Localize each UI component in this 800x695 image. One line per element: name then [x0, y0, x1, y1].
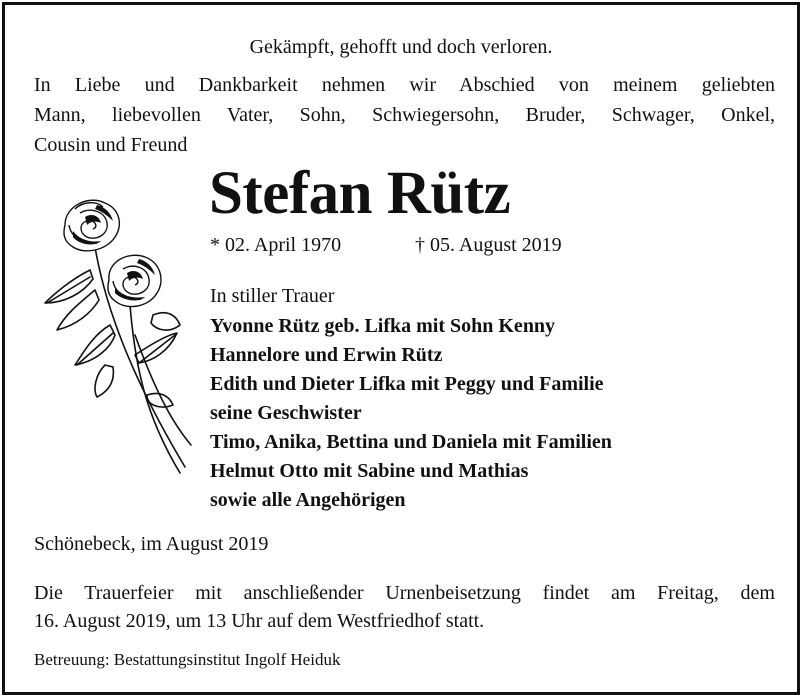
death-date: † 05. August 2019 [415, 234, 562, 256]
intro-line: In Liebe und Dankbarkeit nehmen wir Abschied von meinem geliebten [34, 74, 775, 96]
intro-line: Cousin und Freund [34, 134, 188, 156]
deceased-name: Stefan Rütz [209, 160, 511, 227]
mourning-heading: In stiller Trauer [210, 285, 335, 307]
place-date: Schönebeck, im August 2019 [34, 533, 269, 555]
mourner-line: seine Geschwister [210, 402, 362, 424]
mourner-line: Edith und Dieter Lifka mit Peggy und Familie [210, 373, 604, 395]
mourner-line: sowie alle Angehörigen [210, 489, 406, 511]
undertaker: Betreuung: Bestattungsinstitut Ingolf Heiduk [34, 650, 341, 669]
mourner-line: Helmut Otto mit Sabine und Mathias [210, 460, 529, 482]
mourner-line: Hannelore und Erwin Rütz [210, 344, 443, 366]
mourner-line: Yvonne Rütz geb. Lifka mit Sohn Kenny [210, 315, 556, 337]
funeral-info-line: Die Trauerfeier mit anschließender Urnenbeisetzung findet am Freitag, dem [34, 582, 775, 604]
roses-icon [35, 195, 200, 485]
intro-line: Mann, liebevollen Vater, Sohn, Schwiegersohn, Bruder, Schwager, Onkel, [34, 104, 775, 126]
mourner-line: Timo, Anika, Bettina und Daniela mit Familien [210, 431, 612, 453]
obituary-notice [2, 2, 800, 695]
tagline: Gekämpft, gehofft und doch verloren. [249, 36, 553, 58]
birth-date: * 02. April 1970 [210, 234, 342, 256]
funeral-info-line: 16. August 2019, um 13 Uhr auf dem Westfriedhof statt. [34, 610, 485, 632]
